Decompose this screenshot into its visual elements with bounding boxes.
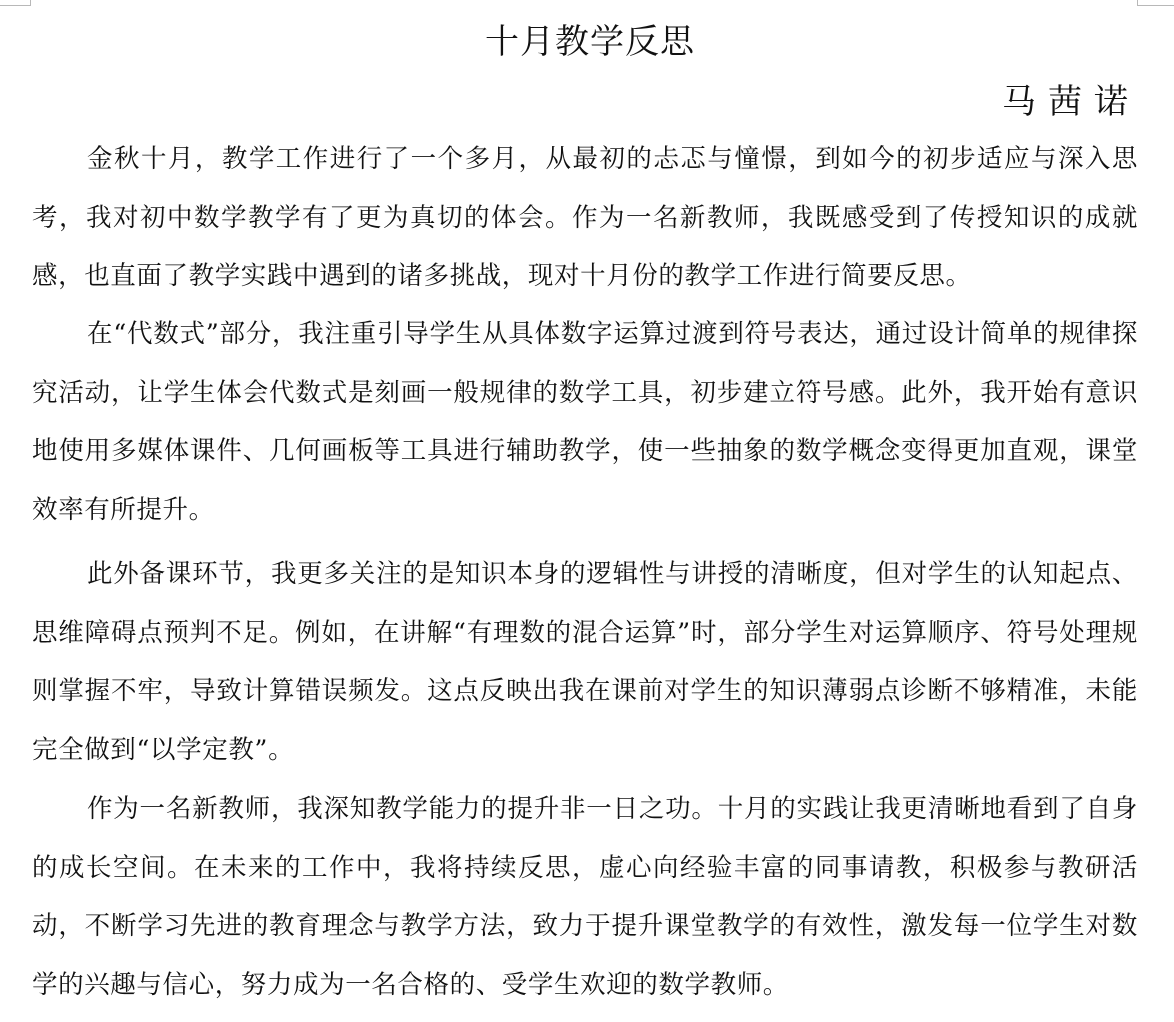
document-author: 马茜诺 <box>1002 82 1140 122</box>
paragraph-4: 作为一名新教师，我深知教学能力的提升非一日之功。十月的实践让我更清晰地看到了自身的成长空间。在未来的工作中，我将持续反思，虚心向经验丰富的同事请教，积极参与教研活动，不断学习先进的教育理念与教学方法，致力于提升课堂教学的有效性，激发每一位学生对数学的兴趣与信心，努力成为一名合格的、受学生欢迎的数学教师。 <box>32 794 1138 1000</box>
margin-marker-top-right <box>1137 0 1174 6</box>
document-title: 十月教学反思 <box>485 22 695 62</box>
paragraph-1: 金秋十月，教学工作进行了一个多月，从最初的忐忑与憧憬，到如今的初步适应与深入思考，我对初中数学教学有了更为真切的体会。作为一名新教师，我既感受到了传授知识的成就感，也直面了教学实践中遇到的诸多挑战，现对十月份的教学工作进行简要反思。 <box>32 144 1138 291</box>
paragraph-3: 此外备课环节，我更多关注的是知识本身的逻辑性与讲授的清晰度，但对学生的认知起点、思维障碍点预判不足。例如，在讲解“有理数的混合运算”时，部分学生对运算顺序、符号处理规则掌握不牢，导致计算错误频发。这点反映出我在课前对学生的知识薄弱点诊断不够精准，未能完全做到“以学定教”。 <box>32 559 1138 765</box>
margin-marker-top-left <box>0 0 31 6</box>
paragraph-2: 在“代数式”部分，我注重引导学生从具体数字运算过渡到符号表达，通过设计简单的规律探究活动，让学生体会代数式是刻画一般规律的数学工具，初步建立符号感。此外，我开始有意识地使用多媒体课件、几何画板等工具进行辅助教学，使一些抽象的数学概念变得更加直观，课堂效率有所提升。 <box>32 319 1138 525</box>
